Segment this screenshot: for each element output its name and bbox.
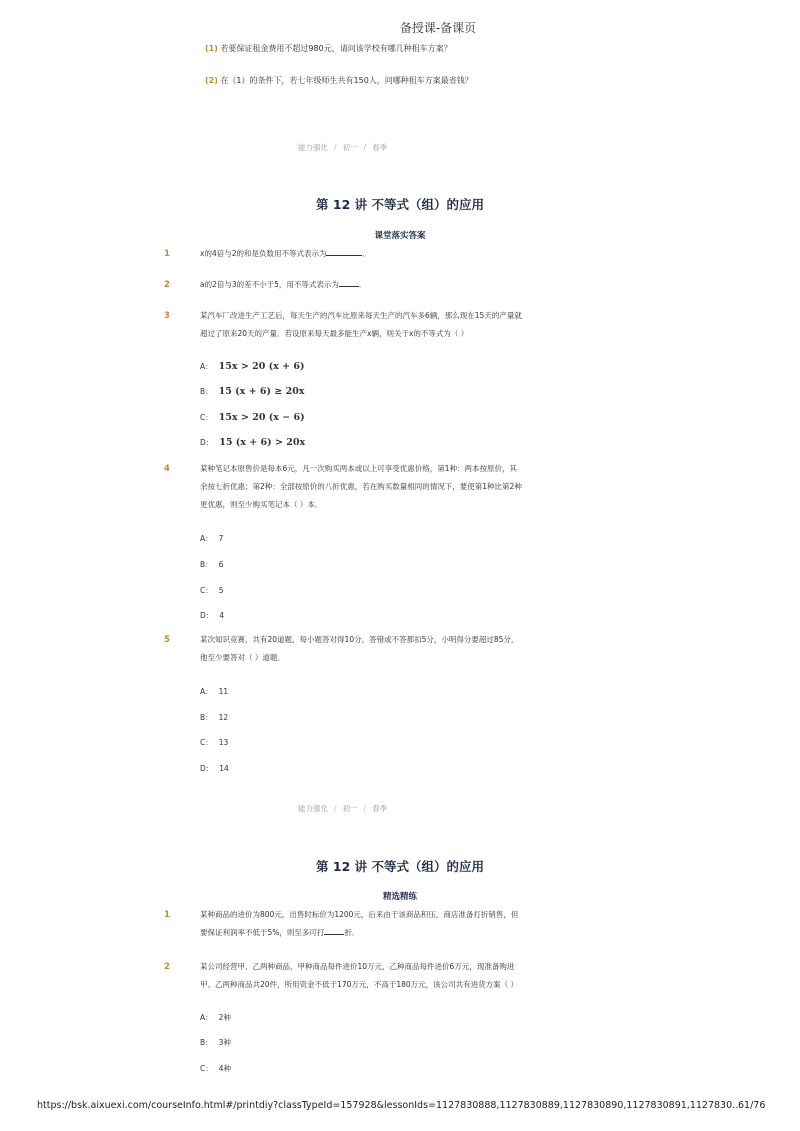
option-d[interactable]: D： 14 — [200, 764, 229, 773]
option-b[interactable]: B： 12 — [200, 713, 229, 722]
question-text: 某汽车厂改进生产工艺后，每天生产的汽车比原来每天生产的汽车多6辆，那么现在15天的产量就 超过了原来20天的产量．若设原来每天最多能生产x辆，则关于x的不等式为（ ） — [200, 311, 522, 338]
answer-blank[interactable] — [339, 278, 359, 287]
question-text: a的2倍与3的差不小于5，用不等式表示为 ． — [200, 280, 367, 289]
answer-blank[interactable] — [324, 926, 344, 935]
option-a[interactable]: A： 11 — [200, 687, 229, 696]
option-d[interactable]: D： 4 — [200, 611, 225, 620]
option-c[interactable]: C： 15x > 20 (x − 6) — [200, 412, 305, 423]
option-c[interactable]: C： 13 — [200, 738, 229, 747]
question-number: 4 — [164, 464, 170, 474]
breadcrumb-item[interactable]: 初一 — [342, 143, 358, 152]
question-text: x的4倍与2的和是负数用不等式表示为 ． — [200, 249, 370, 258]
question-number: 1 — [164, 910, 170, 920]
question-number: 5 — [164, 635, 170, 645]
footer-url[interactable]: https://bsk.aixuexi.com/courseInfo.html#/printdiy?classTypeId=157928&lessonIds=1127830888,1127830889,1127830890,1127830891,1127830… — [37, 1100, 742, 1111]
question-text: 某种商品的进价为800元，出售时标价为1200元，后来由于该商品积压，商店准备打折销售，但 要保证利润率不低于5%，则至多可打 折． — [200, 910, 519, 937]
option-a[interactable]: A： 2种 — [200, 1013, 231, 1022]
lesson-title: 第 12 讲 不等式（组）的应用 — [316, 197, 484, 212]
breadcrumb-item[interactable]: 能力强化 — [298, 804, 328, 813]
option-b[interactable]: B： 3种 — [200, 1038, 231, 1047]
section-heading-practice: 精选精练 — [382, 892, 417, 902]
lesson-title: 第 12 讲 不等式（组）的应用 — [316, 859, 484, 874]
breadcrumb: 能力强化 / 初一 / 春季 — [298, 804, 388, 813]
subquestion-number: (2) — [205, 76, 218, 85]
question-text: 某种笔记本原售价是每本6元，凡一次购买两本或以上可享受优惠价格，第1种：两本按原价，其 余按七折优惠；第2种：全部按原价的八折优惠，若在购买数量相同的情况下，要使第1种比第2种 更优惠，则至少购买笔记本（ ）本． — [200, 464, 522, 509]
option-d[interactable]: D： 15 (x + 6) > 20x — [200, 437, 306, 448]
option-a[interactable]: A： 7 — [200, 534, 224, 543]
breadcrumb-item[interactable]: 春季 — [372, 804, 388, 813]
breadcrumb: 能力强化 / 初一 / 春季 — [298, 143, 388, 152]
page-header-title: 备授课-备课页 — [399, 21, 477, 35]
answer-blank[interactable] — [326, 247, 362, 256]
question-text: 某次知识竞赛，共有20道题，每小题答对得10分，答错或不答都扣5分，小明得分要超过85分， 他至少要答对（ ）道题． — [200, 635, 519, 662]
subquestion-text: 在（1）的条件下，若七年级师生共有150人，问哪种租车方案最省钱？ — [220, 76, 473, 85]
footer-page-number: 61/76 — [738, 1100, 766, 1111]
breadcrumb-item[interactable]: 能力强化 — [298, 143, 328, 152]
question-number: 2 — [164, 962, 170, 972]
option-b[interactable]: B： 15 (x + 6) ≥ 20x — [200, 386, 305, 397]
question-number: 3 — [164, 311, 170, 321]
question-number: 1 — [164, 249, 170, 259]
option-b[interactable]: B： 6 — [200, 560, 224, 569]
question-number: 2 — [164, 280, 170, 290]
breadcrumb-item[interactable]: 初一 — [342, 804, 358, 813]
subquestion-1 — [205, 43, 452, 54]
breadcrumb-item[interactable]: 春季 — [372, 143, 388, 152]
option-a[interactable]: A： 15x > 20 (x + 6) — [200, 361, 305, 372]
question-text: 某公司经营甲、乙两种商品，甲种商品每件进价10万元，乙种商品每件进价6万元，现准备购进 甲、乙两种商品共20件，所用资金不低于170万元，不高于180万元，该公司共有进货方案（ ） — [200, 962, 519, 989]
subquestion-text: 若要保证租金费用不超过980元，请问该学校有哪几种租车方案？ — [220, 44, 452, 53]
subquestion-number: (1) — [205, 44, 218, 53]
section-heading-answers: 课堂落实答案 — [374, 231, 426, 241]
subquestion-2 — [205, 75, 473, 86]
option-c[interactable]: C： 4种 — [200, 1064, 232, 1073]
option-c[interactable]: C： 5 — [200, 586, 224, 595]
